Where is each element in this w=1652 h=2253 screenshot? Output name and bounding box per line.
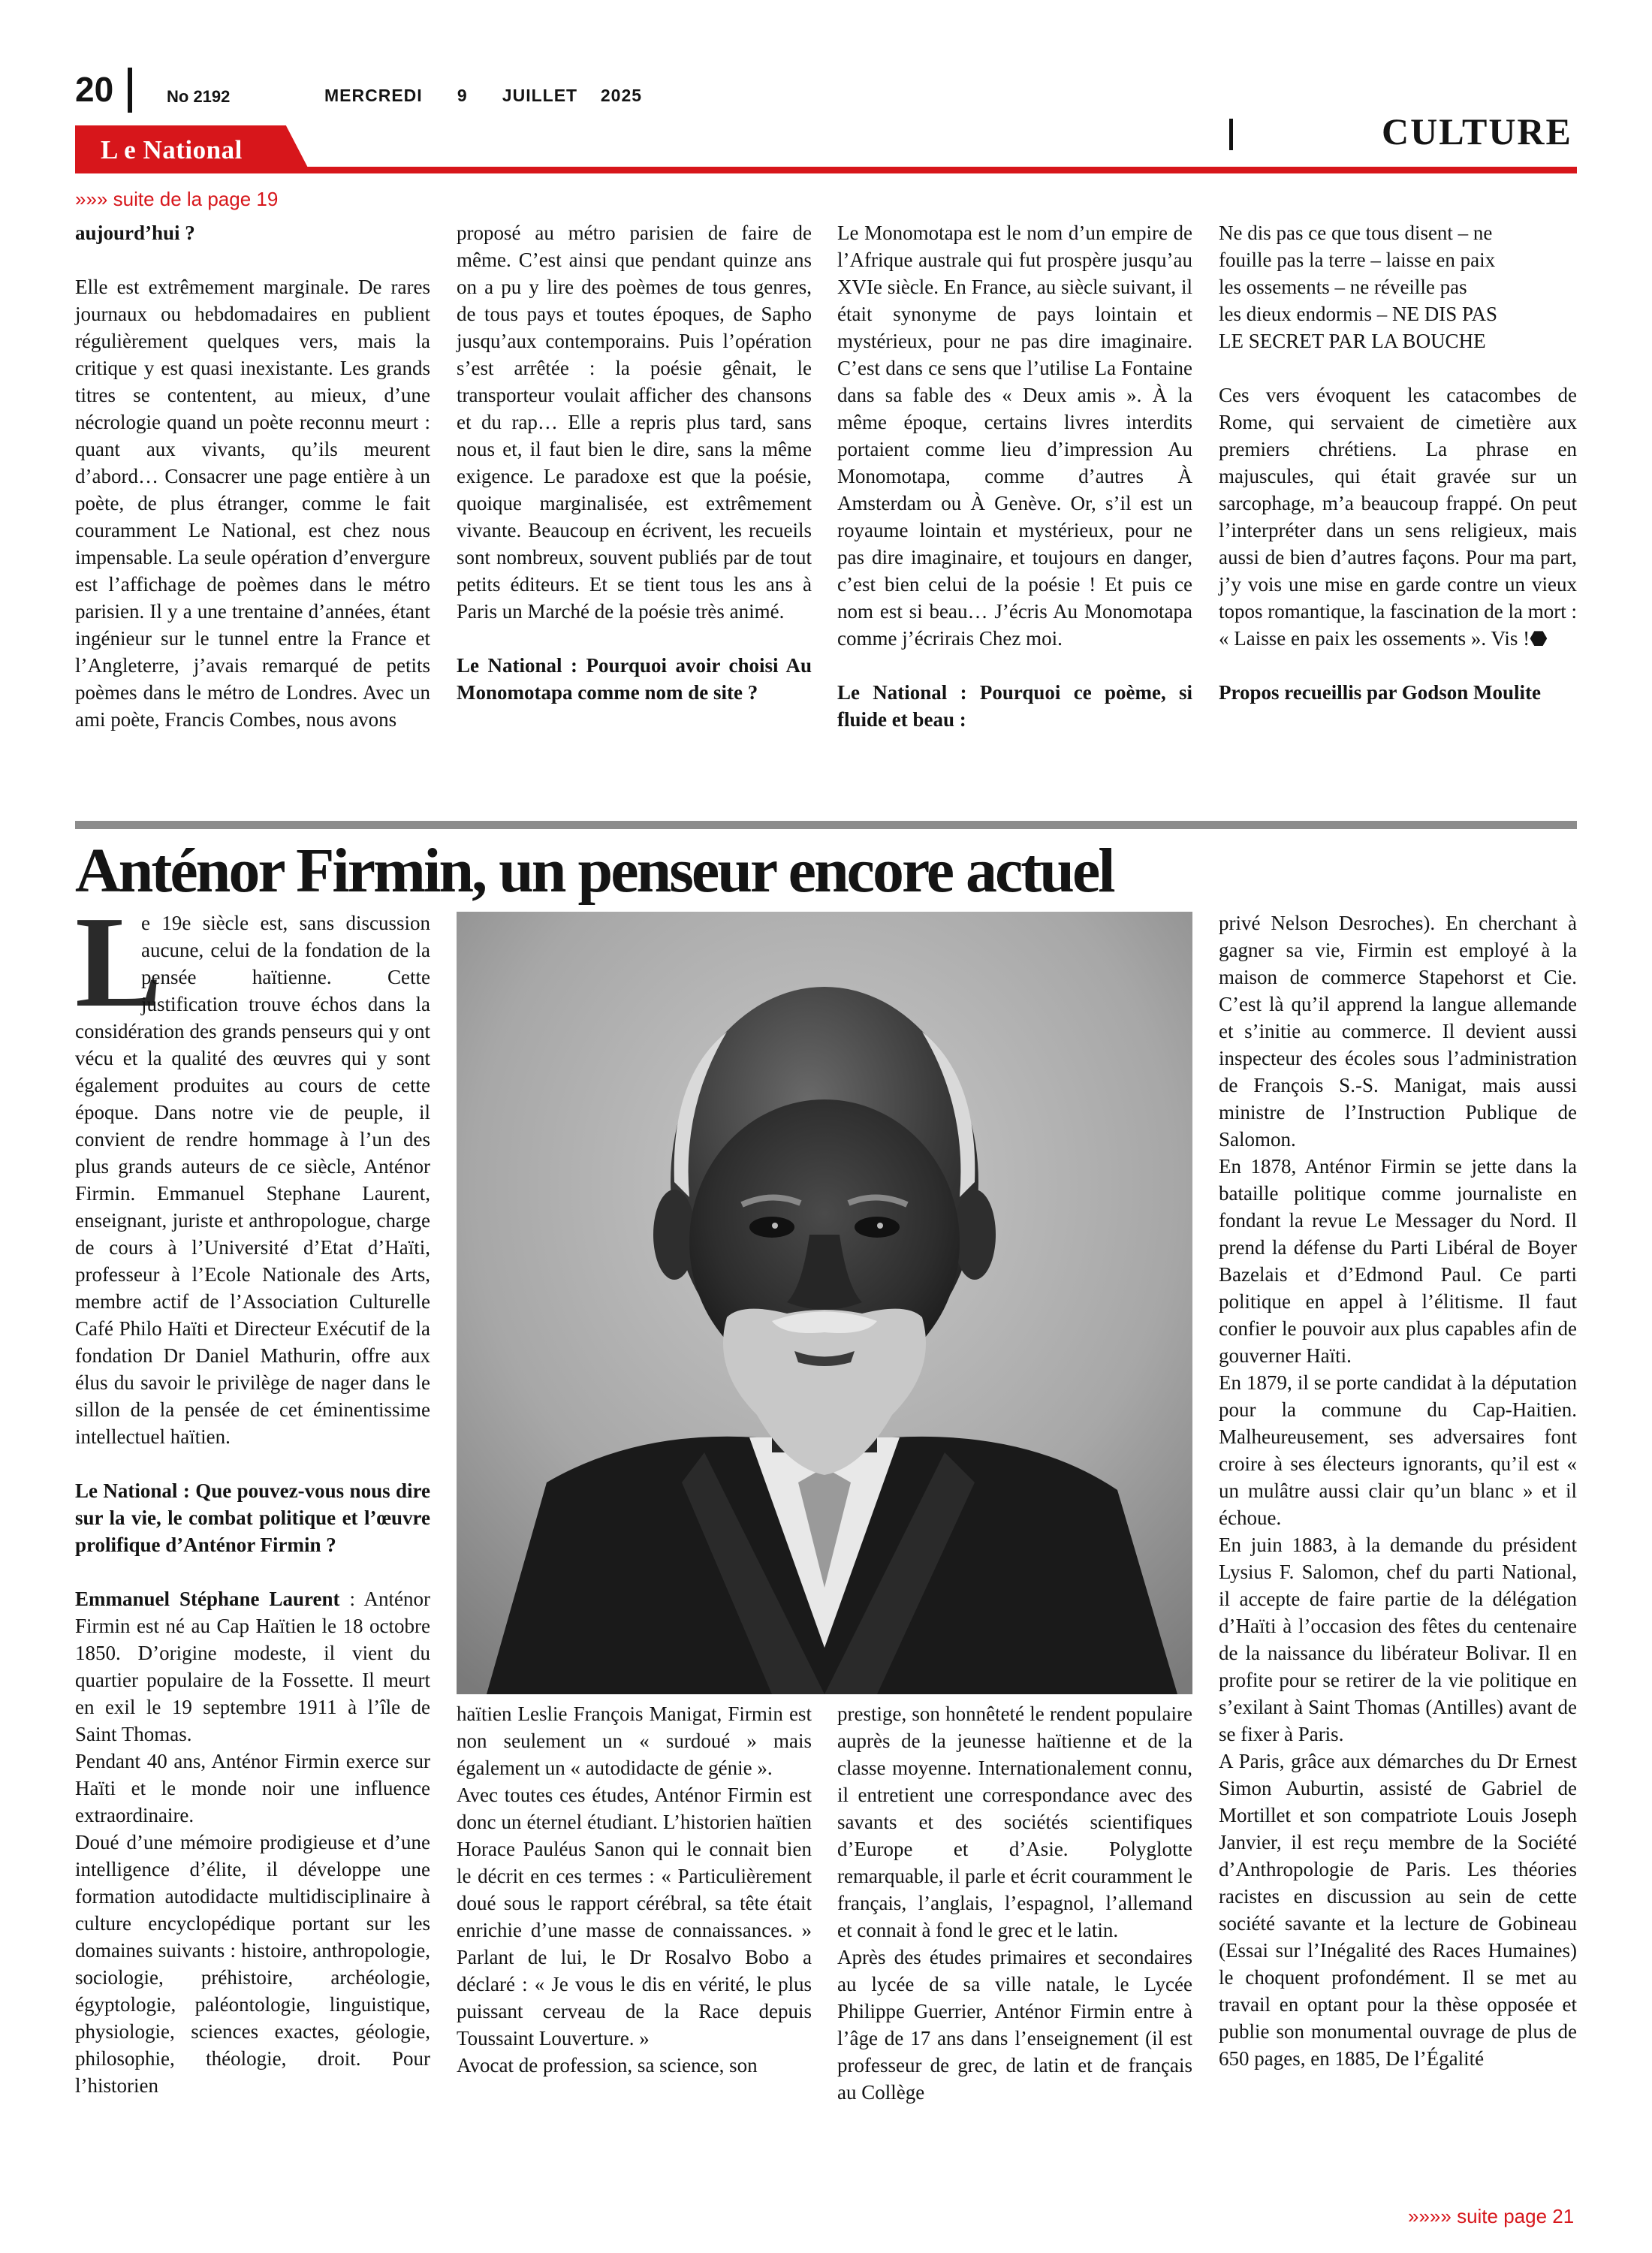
paragraph-text: Après des études primaires et secondaires au lycée de sa ville natale, le Lycée Philippe Guerrier, Anténor Firmin entre à l’âge de 17 ans dans l’enseignement (il est professeur de grec, de latin et de français au Collège (837, 1946, 1192, 2104)
paragraph (1219, 327, 1577, 354)
paragraph-text: Le National : Pourquoi avoir choisi Au Monomotapa comme nom de site ? (457, 654, 812, 704)
paragraph-text: Avocat de profession, sa science, son (457, 2054, 758, 2077)
issue-date: MERCREDI 9 JUILLET 2025 (324, 86, 643, 105)
paragraph-text: haïtien Leslie François Manigat, Firmin est non seulement un « surdoué » mais également un « autodidacte de génie ». (457, 1703, 812, 1779)
paragraph-text: aujourd’hui ? (75, 222, 195, 244)
paragraph-gap (1219, 652, 1577, 679)
continued-from: »»» suite de la page 19 (75, 188, 279, 210)
paragraph-text: En 1878, Anténor Firmin se jette dans la bataille politique comme journaliste en fondant la revue Le Messager du Nord. Il prend la défense du Parti Libéral de Boyer Bazelais et d’Edmond Paul. Ce parti politique en appel à l’élitisme. Il faut confier le pouvoir aux plus capables afin de gouverner Haïti. (1219, 1155, 1577, 1367)
paragraph-gap (75, 1558, 430, 1585)
paragraph-text: prestige, son honnêteté le rendent populaire auprès de la jeunesse haïtienne et de la classe moyenne. Internationalement connu, il entretient une correspondance avec des savants et des sociétés scientifiques d’Europe et d’Asie. Polyglotte remarquable, il parle et écrit couramment le français, l’anglais, l’espagnol, l’allemand et connait à fond le grec et le latin. (837, 1703, 1193, 1941)
paragraph-text: Pendant 40 ans, Anténor Firmin exerce sur Haïti et le monde noir une influence extraordinaire. (75, 1750, 430, 1826)
paragraph (457, 1781, 812, 2052)
brand-name: L e National (101, 135, 243, 164)
paragraph-text: les dieux endormis – NE DIS PAS (1219, 303, 1498, 325)
paragraph (1219, 300, 1577, 327)
paragraph-text: En juin 1883, à la demande du président Lysius F. Salomon, chef du parti National, il accepte de faire partie de la délégation d’Haïti à l’occasion des fêtes du centenaire de la naissance du libérateur Bolivar. Il en profite pour se retirer de la vie politique en s’exilant à Saint Thomas (Antilles) avant de se fixer à Paris. (1219, 1534, 1577, 1745)
paragraph (1219, 1369, 1577, 1531)
paragraph-text: Le National : Que pouvez-vous nous dire sur la vie, le combat politique et l’œuvre prolifique d’Anténor Firmin ? (75, 1479, 430, 1556)
interview-column-4 (1219, 219, 1577, 706)
paragraph-text: fouille pas la terre – laisse en paix (1219, 249, 1496, 271)
paragraph-gap (75, 1450, 430, 1477)
portrait-photo (457, 912, 1192, 1694)
paragraph (457, 1700, 812, 1781)
paragraph-gap (457, 625, 812, 652)
paragraph-text: Elle est extrêmement marginale. De rares journaux ou hebdomadaires en publient régulièrement quelques vers, mais la critique y est quasi inexistante. Les grands titres se contentent, au mieux, d’une nécrologie quand un poète reconnu meurt : quant aux vivants, qu’ils meurent d’abord… Consacrer une page entière à un poète, de plus étranger, comme le fait couramment Le National, est chez nous impensable. La seule opération d’envergure est l’affichage de poèmes dans le métro parisien. Il y a une trentaine d’années, étant ingénieur sur le tunnel entre la France et l’Angleterre, j’avais remarqué de petits poèmes dans le métro de Londres. Avec un ami poète, Francis Combes, nous avons (75, 276, 430, 731)
paragraph (1219, 909, 1577, 1153)
interview-column-1 (75, 219, 430, 733)
paragraph (1219, 219, 1577, 246)
paragraph-text: En 1879, il se porte candidat à la députation pour la commune du Cap-Haitien. Malheureusement, ses adversaires font croire à ses électeurs ignorants, qu’il est « un mulâtre aussi clair qu’un blanc » et il échoue. (1219, 1371, 1577, 1529)
paragraph-text: Doué d’une mémoire prodigieuse et d’une intelligence d’élite, il développe une formation autodidacte multidisciplinaire à culture encyclopédique portant sur les domaines suivants : histoire, anthropologie, sociologie, préhistoire, archéologie, égyptologie, paléontologie, linguistique, physiologie, sciences exactes, géologie, philosophie, théologie, droit. Pour l’historien (75, 1831, 430, 2097)
drop-cap: L (75, 889, 163, 1034)
section-divider (1229, 119, 1233, 150)
paragraph-text: proposé au métro parisien de faire de même. C’est ainsi que pendant quinze ans on a pu y lire des poèmes de tous genres, de tous pays et toutes époques, de Sapho jusqu’aux contemporains. Puis l’opération s’est arrêtée : la poésie gênait, le transporteur voulait afficher des chansons et du rap… Elle a repris plus tard, sans nous et, il faut bien le dire, sans la même exigence. Le paradoxe est que la poésie, quoique marginalisée, est extrêmement vivante. Beaucoup en écrivent, les recueils sont nombreux, souvent publiés par de tout petits éditeurs. Et se tient tous les ans à Paris un Marché de la poésie très animé. (457, 222, 812, 623)
question-text (75, 1477, 430, 1558)
paragraph-text: Ces vers évoquent les catacombes de Rome, qui servaient de cimetière aux premiers chrétiens. La phrase en majuscules, qui était gravée sur un sarcophage, m’a beaucoup frappé. On peut l’interpréter dans un sens religieux, mais aussi de bien d’autres façons. Pour ma part, j’y vois une mise en garde contre un vieux topos romantique, la fascination de la mort : « Laisse en paix les ossements ». Vis !⬣ (1219, 384, 1577, 650)
article-divider (75, 821, 1577, 829)
paragraph-text: les ossements – ne réveille pas (1219, 276, 1467, 298)
section-title: CULTURE (1382, 110, 1572, 152)
paragraph (837, 219, 1192, 652)
paragraph (1219, 273, 1577, 300)
paragraph (75, 1585, 430, 1748)
question-text (1219, 679, 1577, 706)
continued-to: »»»» suite page 21 (1408, 2205, 1575, 2227)
paragraph-text: Ne dis pas ce que tous disent – ne (1219, 222, 1493, 244)
paragraph-text: : Anténor Firmin est né au Cap Haïtien le 18 octobre 1850. D’origine modeste, il vient du quartier populaire de la Fossette. Il meurt en exil le 19 septembre 1911 à l’île de Saint Thomas. (75, 1588, 430, 1745)
paragraph (1219, 1531, 1577, 1748)
article-column-1 (75, 909, 430, 2099)
header-divider (128, 68, 132, 113)
paragraph-text: privé Nelson Desroches). En cherchant à gagner sa vie, Firmin est employé à la maison de commerce Stapehorst et Cie. C’est là qu’il apprend la langue allemande et s’initie au commerce. Il devient aussi inspecteur des écoles sous l’administration de François S.-S. Manigat, mais aussi ministre de l’Instruction Publique de Salomon. (1219, 912, 1577, 1151)
paragraph (457, 219, 812, 625)
paragraph-text: Le National : Pourquoi ce poème, si fluide et beau : (837, 681, 1192, 731)
issue-number: No 2192 (167, 87, 231, 106)
page-number: 20 (75, 70, 114, 109)
question-text (837, 679, 1192, 733)
header-rule (75, 167, 1577, 173)
paragraph (837, 1700, 1192, 1944)
article-headline: Anténor Firmin, un penseur encore actuel (75, 836, 1114, 906)
paragraph (75, 1829, 430, 2099)
paragraph (1219, 246, 1577, 273)
paragraph-text: A Paris, grâce aux démarches du Dr Ernest Simon Auburtin, assisté de Gabriel de Mortillet et son compatriote Louis Joseph Janvier, il est reçu membre de la Société d’Anthropologie de Paris. Les théories racistes en discussion au sein de cette société savante et la lecture de Gobineau (Essai sur l’Inégalité des Races Humaines) le choquent profondément. Il se met au travail en optant pour la thèse opposée et publie son monumental ouvrage de plus de 650 pages, en 1885, De l’Égalité (1219, 1750, 1577, 2070)
paragraph (75, 273, 430, 733)
question-text (457, 652, 812, 706)
paragraph (1219, 1153, 1577, 1369)
interview-column-3 (837, 219, 1192, 733)
paragraph-gap (75, 246, 430, 273)
paragraph-text: e 19e siècle est, sans discussion aucune, celui de la fondation de la pensée haïtienne. Cette justification trouve échos dans la considération des grands penseurs qui y ont vécu et la qualité des œuvres qui y sont également produites au cours de cette époque. Dans notre vie de peuple, il convient de rendre hommage à l’un des plus grands auteurs de ce siècle, Anténor Firmin. Emmanuel Stephane Laurent, enseignant, juriste et anthropologue, charge de cours à l’Université d’Etat d’Haïti, professeur à l’Ecole Nationale des Arts, membre actif de l’Association Culturelle Café Philo Haïti et Directeur Exécutif de la fondation Dr Daniel Mathurin, offre aux élus du savoir le privilège de nager dans le sillon de la pensée de cet éminentissime intellectuel haïtien. (75, 912, 430, 1448)
paragraph (75, 1748, 430, 1829)
paragraph-text: Le Monomotapa est le nom d’un empire de l’Afrique australe qui fut prospère jusqu’au XVIe siècle. En France, au siècle suivant, il était synonyme de pays lointain et mystérieux, pour ne pas dire imaginaire. C’est dans ce sens que l’utilise La Fontaine dans sa fable des « Deux amis ». À la même époque, certains livres interdits portaient comme lieu d’impression Au Monomotapa, comme d’autres À Amsterdam ou À Genève. Or, s’il est un royaume lointain et mystérieux, pour ne pas dire imaginaire, et toujours en danger, c’est bien celui de la poésie ! Et puis ce nom est si beau… J’écris Au Monomotapa comme j’écrirais Chez moi. (837, 222, 1192, 650)
paragraph (457, 2052, 812, 2079)
paragraph-text: Avec toutes ces études, Anténor Firmin est donc un éternel étudiant. L’historien haïtien Horace Pauléus Sanon qui le connait bien le décrit en ces termes : « Particulièrement doué sous le rapport cérébral, sa tête était enrichie d’une masse de connaissances. » Parlant de lui, le Dr Rosalvo Bobo a déclaré : « Je vous le dis en vérité, le plus puissant cerveau de la Race depuis Toussaint Louverture. » (457, 1784, 812, 2049)
interview-column-2 (457, 219, 812, 706)
paragraph-text: LE SECRET PAR LA BOUCHE (1219, 330, 1486, 352)
question-text (75, 219, 430, 246)
paragraph (837, 1944, 1192, 2106)
paragraph (75, 909, 430, 1450)
paragraph-gap (1219, 354, 1577, 382)
paragraph (1219, 382, 1577, 652)
dropcap-spacer (75, 909, 141, 1018)
article-column-2 (457, 1700, 812, 2079)
article-column-4 (1219, 909, 1577, 2072)
speaker-name: Emmanuel Stéphane Laurent (75, 1588, 340, 1610)
paragraph-text: Propos recueillis par Godson Moulite (1219, 681, 1542, 704)
paragraph (1219, 1748, 1577, 2072)
article-column-3 (837, 1700, 1192, 2106)
paragraph-gap (837, 652, 1192, 679)
